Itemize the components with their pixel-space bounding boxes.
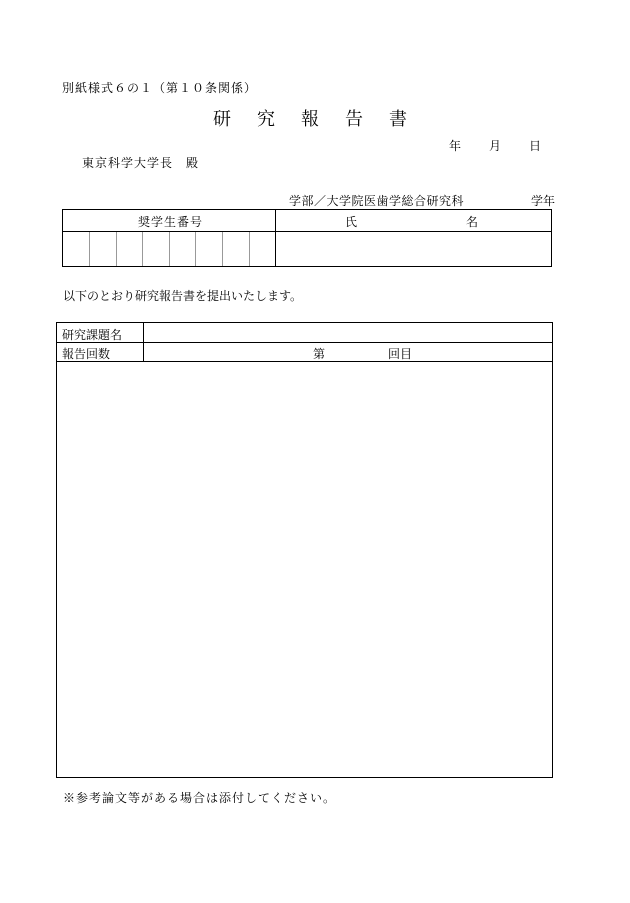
intro-text: 以下のとおり研究報告書を提出いたします。 xyxy=(63,289,303,303)
report-body-area[interactable] xyxy=(57,362,552,777)
report-label-divider xyxy=(143,322,144,361)
form-identifier: 別紙様式６の１（第１０条関係） xyxy=(62,81,258,95)
research-topic-label: 研究課題名 xyxy=(62,328,123,342)
date-month-label: 月 xyxy=(489,139,502,153)
attachment-note: ※参考論文等がある場合は添付してください。 xyxy=(63,791,337,805)
report-row-divider xyxy=(56,342,553,343)
document-title: 研究報告書 xyxy=(213,109,433,130)
digit-divider xyxy=(89,232,90,266)
report-count-label: 報告回数 xyxy=(62,347,111,361)
faculty-label: 学部／大学院医歯学総合研究科 xyxy=(289,194,465,208)
report-count-prefix: 第 xyxy=(313,347,326,361)
student-info-header-divider xyxy=(62,231,552,232)
digit-divider xyxy=(222,232,223,266)
grade-label: 学年 xyxy=(531,194,556,208)
digit-divider xyxy=(142,232,143,266)
name-header-family: 氏 xyxy=(345,215,358,229)
digit-divider xyxy=(169,232,170,266)
student-info-table xyxy=(62,209,552,267)
date-year-label: 年 xyxy=(449,139,462,153)
addressee: 東京科学大学長 殿 xyxy=(82,156,200,170)
digit-divider xyxy=(116,232,117,266)
digit-divider xyxy=(249,232,250,266)
digit-divider xyxy=(195,232,196,266)
report-count-suffix: 回目 xyxy=(388,347,413,361)
student-info-column-divider xyxy=(275,209,276,267)
date-day-label: 日 xyxy=(529,139,542,153)
name-header-given: 名 xyxy=(466,215,479,229)
student-number-header: 奨学生番号 xyxy=(138,215,204,229)
